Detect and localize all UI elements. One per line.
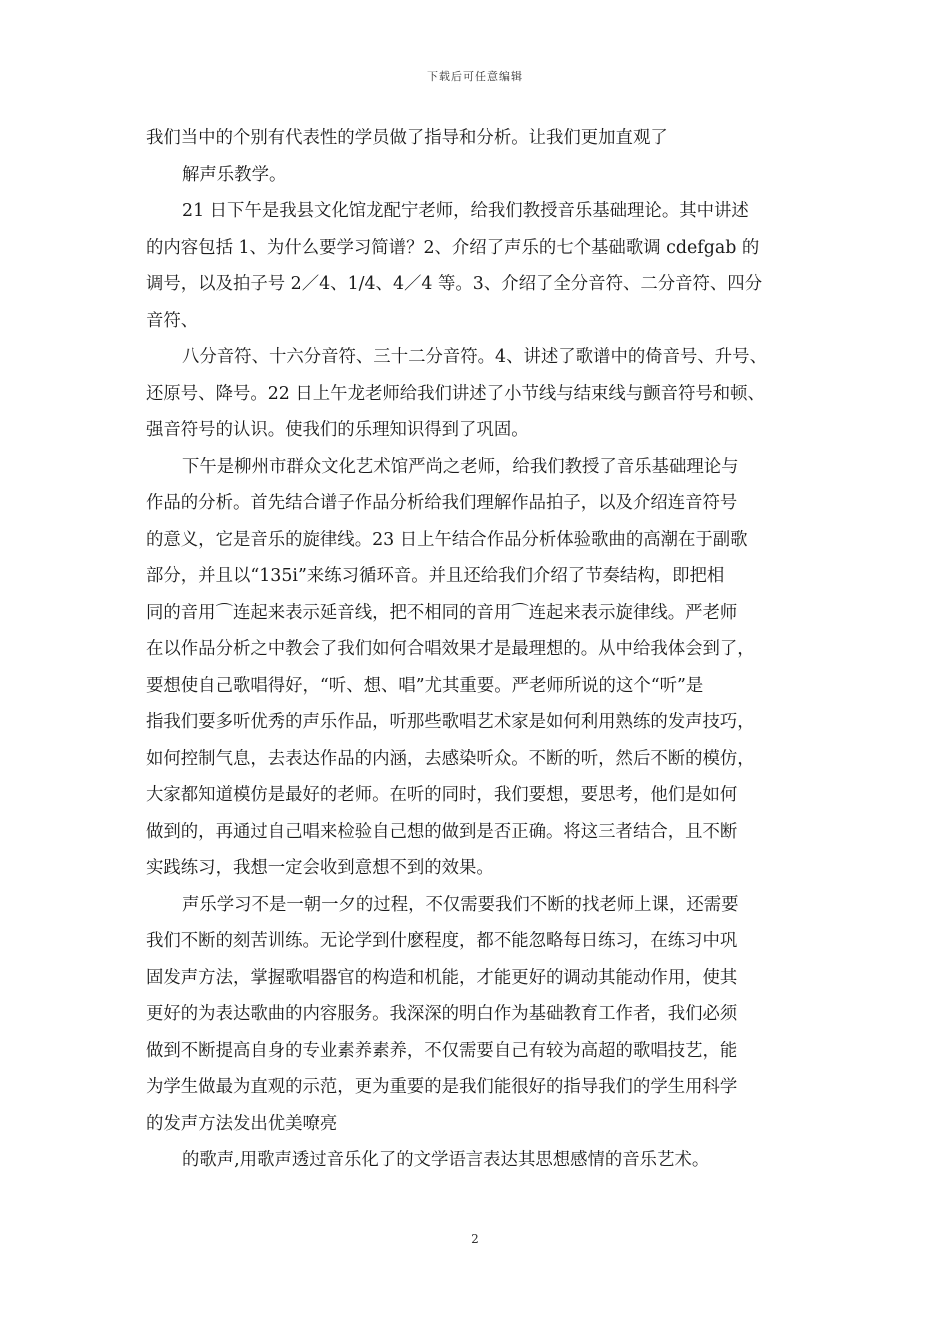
page-header: 下载后可任意编辑 [427, 70, 523, 83]
text-line: 作品的分析。首先结合谱子作品分析给我们理解作品拍子，以及介绍连音符号 [146, 493, 738, 513]
text-line: 下午是柳州市群众文化艺术馆严尚之老师，给我们教授了音乐基础理论与 [182, 456, 739, 477]
text-line: 强音符号的认识。使我们的乐理知识得到了巩固。 [146, 420, 529, 440]
text-line: 我们不断的刻苦训练。无论学到什麽程度，都不能忽略每日练习，在练习中巩 [146, 931, 738, 951]
page-number: 2 [471, 1232, 479, 1246]
text-line: 声乐学习不是一朝一夕的过程，不仅需要我们不断的找老师上课，还需要 [182, 894, 739, 915]
text-line: 还原号、降号。22 日上午龙老师给我们讲述了小节线与结束线与颤音符号和顿、 [146, 383, 765, 404]
text-line: 八分音符、十六分音符、三十二分音符。4、讲述了歌谱中的倚音号、升号、 [182, 347, 767, 367]
text-line: 更好的为表达歌曲的内容服务。我深深的明白作为基础教育工作者，我们必须 [146, 1004, 738, 1024]
text-line: 大家都知道模仿是最好的老师。在听的同时，我们要想，要思考，他们是如何 [146, 785, 738, 805]
text-line: 的意义，它是音乐的旋律线。23 日上午结合作品分析体验歌曲的高潮在于副歌 [146, 529, 748, 550]
text-line: 同的音用⌒连起来表示延音线，把不相同的音用⌒连起来表示旋律线。严老师 [146, 602, 738, 623]
text-line: 解声乐教学。 [182, 164, 287, 185]
text-line: 要想使自己歌唱得好，“听、想、唱”尤其重要。严老师所说的这个“听”是 [146, 675, 704, 696]
text-line: 21 日下午是我县文化馆龙配宁老师，给我们教授音乐基础理论。其中讲述 [182, 201, 749, 221]
text-line: 固发声方法，掌握歌唱器官的构造和机能，才能更好的调动其能动作用，使其 [146, 967, 738, 988]
text-line: 的发声方法发出优美嘹亮 [146, 1113, 338, 1134]
text-line: 做到不断提高自身的专业素养素养，不仅需要自己有较为高超的歌唱技艺，能 [146, 1040, 738, 1061]
text-line: 实践练习，我想一定会收到意想不到的效果。 [146, 858, 494, 878]
text-line: 的歌声,用歌声透过音乐化了的文学语言表达其思想感情的音乐艺术。 [182, 1150, 710, 1170]
text-line: 调号，以及拍子号 2／4、1/4、4／4 等。3、介绍了全分音符、二分音符、四分 [146, 274, 763, 294]
text-line: 为学生做最为直观的示范，更为重要的是我们能很好的指导我们的学生用科学 [146, 1077, 738, 1097]
text-line: 音符、 [146, 310, 199, 331]
text-line: 做到的，再通过自己唱来检验自己想的做到是否正确。将这三者结合，且不断 [146, 821, 738, 842]
text-line: 部分，并且以“135i”来练习循环音。并且还给我们介绍了节奏结构，即把相 [146, 566, 725, 586]
text-line: 的内容包括 1、为什么要学习简谱？2、介绍了声乐的七个基础歌调 cdefgab 的 [146, 237, 760, 258]
document-body [146, 120, 806, 1179]
text-line: 如何控制气息，去表达作品的内涵，去感染听众。不断的听，然后不断的模仿， [146, 748, 755, 769]
text-line: 我们当中的个别有代表性的学员做了指导和分析。让我们更加直观了 [146, 128, 668, 148]
text-line: 在以作品分析之中教会了我们如何合唱效果才是最理想的。从中给我体会到了， [146, 639, 755, 659]
text-line: 指我们要多听优秀的声乐作品，听那些歌唱艺术家是如何利用熟练的发声技巧， [146, 712, 755, 732]
